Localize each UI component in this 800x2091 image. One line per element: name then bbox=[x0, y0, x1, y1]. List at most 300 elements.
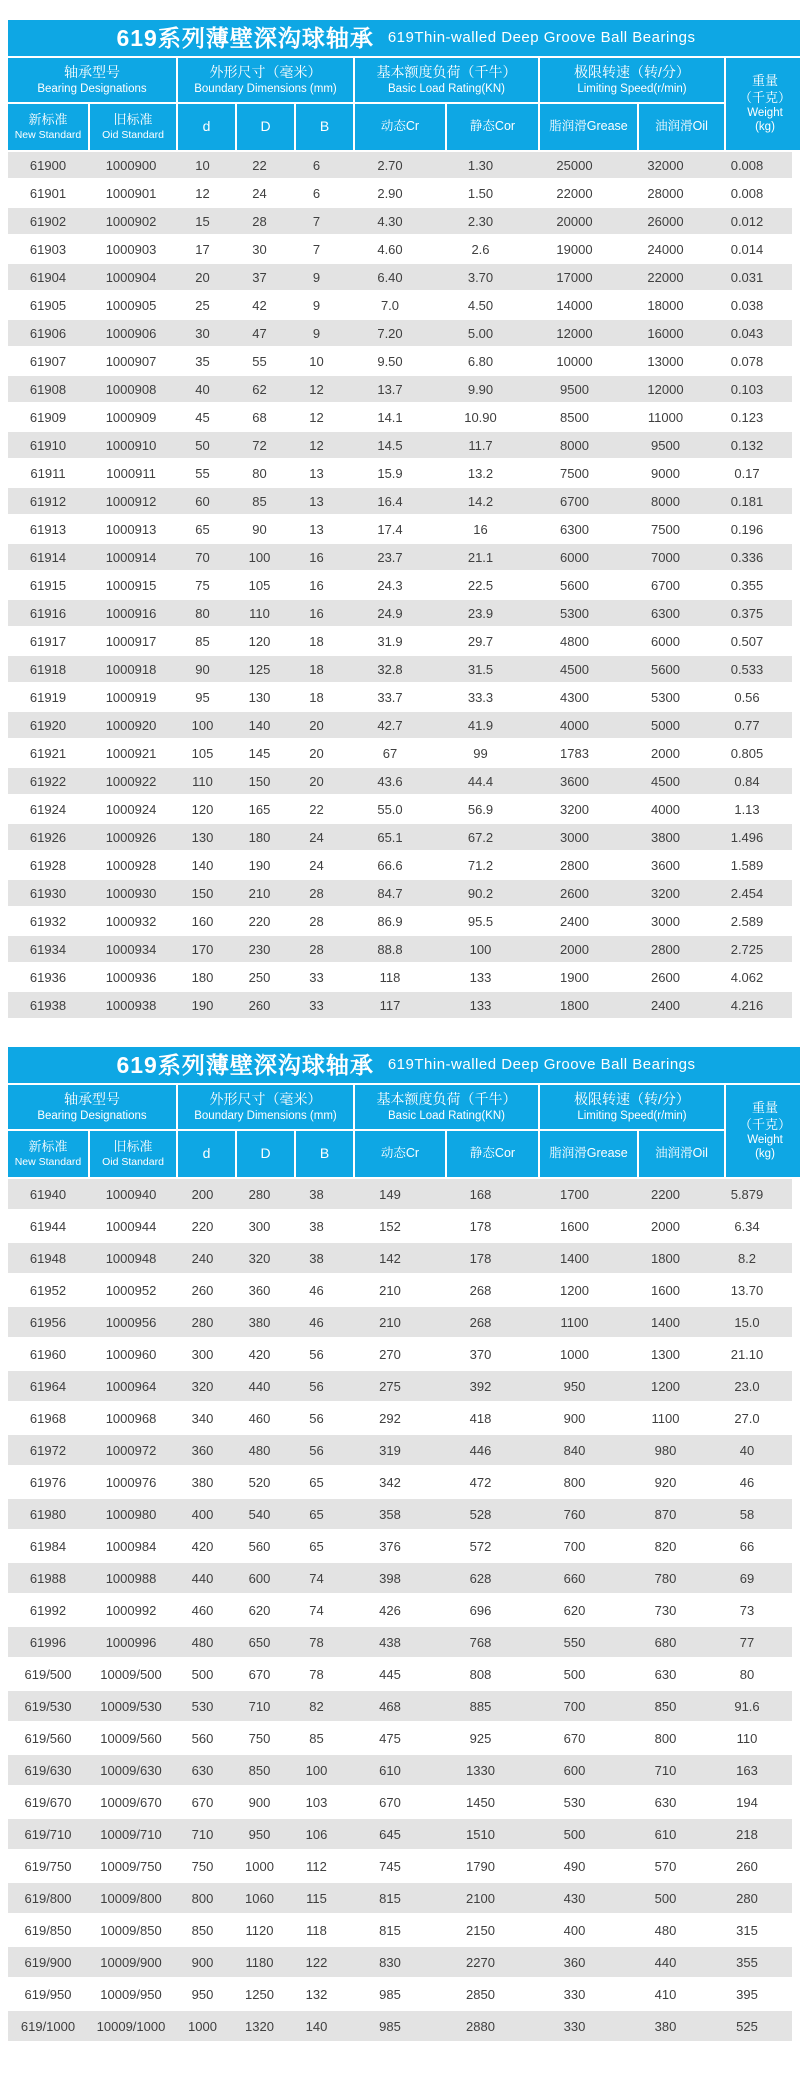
bearing-table bbox=[8, 20, 792, 1020]
cell-grease-speed: 2800 bbox=[560, 857, 589, 873]
cell-B: 78 bbox=[309, 1634, 324, 1650]
cell-D: 130 bbox=[248, 689, 271, 705]
cell-dynamic-cr: 815 bbox=[379, 1922, 401, 1938]
cell-d: 240 bbox=[191, 1250, 214, 1266]
cell-dynamic-cr: 376 bbox=[379, 1538, 401, 1554]
cell-D: 520 bbox=[248, 1474, 271, 1490]
cell-D: 600 bbox=[248, 1570, 271, 1586]
cell-D: 650 bbox=[248, 1634, 271, 1650]
cell-grease-speed: 5300 bbox=[560, 605, 589, 621]
cell-grease-speed: 8000 bbox=[560, 437, 589, 453]
cell-oil-speed: 2400 bbox=[651, 997, 680, 1013]
cell-B: 18 bbox=[309, 661, 324, 677]
cell-d: 95 bbox=[195, 689, 210, 705]
cell-B: 65 bbox=[309, 1474, 324, 1490]
cell-old-standard: 1000924 bbox=[105, 801, 157, 817]
cell-oil-speed: 440 bbox=[654, 1954, 677, 1970]
cell-d: 55 bbox=[195, 465, 210, 481]
cell-d: 20 bbox=[195, 269, 210, 285]
cell-new-standard: 619/630 bbox=[24, 1762, 72, 1778]
cell-D: 1120 bbox=[245, 1922, 274, 1938]
cell-d: 130 bbox=[191, 829, 214, 845]
cell-dynamic-cr: 24.9 bbox=[377, 605, 403, 621]
cell-dynamic-cr: 342 bbox=[379, 1474, 401, 1490]
cell-static-cor: 33.3 bbox=[467, 689, 494, 705]
cell-static-cor: 572 bbox=[469, 1538, 492, 1554]
table-row bbox=[8, 1531, 792, 1563]
cell-old-standard: 1000938 bbox=[105, 997, 157, 1013]
cell-grease-speed: 9500 bbox=[560, 381, 589, 397]
cell-d: 630 bbox=[191, 1762, 214, 1778]
cell-old-standard: 1000913 bbox=[105, 521, 157, 537]
cell-old-standard: 1000900 bbox=[105, 157, 157, 173]
cell-D: 28 bbox=[252, 213, 267, 229]
cell-d: 120 bbox=[191, 801, 214, 817]
table-row bbox=[8, 740, 792, 768]
cell-weight: 280 bbox=[736, 1890, 758, 1906]
cell-static-cor: 95.5 bbox=[467, 913, 494, 929]
cell-grease-speed: 500 bbox=[563, 1826, 586, 1842]
cell-static-cor: 11.7 bbox=[468, 437, 493, 453]
cell-dynamic-cr: 645 bbox=[379, 1826, 401, 1842]
cell-new-standard: 61926 bbox=[29, 829, 67, 845]
old-standard-cn: 旧标准 bbox=[113, 112, 153, 128]
cell-static-cor: 100 bbox=[469, 941, 492, 957]
cell-oil-speed: 5600 bbox=[651, 661, 680, 677]
cell-D: 55 bbox=[252, 353, 267, 369]
cell-D: 850 bbox=[248, 1762, 271, 1778]
cell-grease-speed: 550 bbox=[563, 1634, 586, 1650]
cell-new-standard: 61902 bbox=[29, 213, 67, 229]
cell-weight: 27.0 bbox=[734, 1410, 760, 1426]
cell-dynamic-cr: 6.40 bbox=[377, 269, 403, 285]
cell-new-standard: 61917 bbox=[29, 633, 67, 649]
cell-D: 380 bbox=[248, 1314, 271, 1330]
col-B-label: B bbox=[319, 1145, 330, 1162]
cell-new-standard: 61916 bbox=[29, 605, 67, 621]
group-speed-cn: 极限转速（转/分） bbox=[574, 64, 690, 81]
column-header-oil-speed bbox=[639, 104, 724, 150]
cell-B: 115 bbox=[306, 1890, 327, 1906]
cell-B: 13 bbox=[309, 521, 324, 537]
cell-old-standard: 1000907 bbox=[105, 353, 157, 369]
column-header-old-standard bbox=[90, 104, 176, 150]
cell-oil-speed: 2600 bbox=[651, 969, 680, 985]
cell-grease-speed: 2600 bbox=[560, 885, 589, 901]
cell-dynamic-cr: 43.6 bbox=[377, 773, 403, 789]
cell-oil-speed: 800 bbox=[654, 1730, 677, 1746]
cell-new-standard: 61932 bbox=[29, 913, 67, 929]
column-group-designation bbox=[8, 1085, 176, 1129]
column-header-static-cor bbox=[447, 1131, 538, 1177]
cell-new-standard: 61936 bbox=[29, 969, 67, 985]
table-row bbox=[8, 908, 792, 936]
table-row bbox=[8, 992, 792, 1020]
cell-B: 65 bbox=[309, 1538, 324, 1554]
cell-dynamic-cr: 152 bbox=[379, 1218, 401, 1234]
cell-d: 140 bbox=[191, 857, 214, 873]
cell-B: 106 bbox=[305, 1826, 328, 1842]
cell-D: 80 bbox=[252, 465, 267, 481]
cell-static-cor: 168 bbox=[469, 1186, 492, 1202]
cell-oil-speed: 3600 bbox=[651, 857, 680, 873]
table-row bbox=[8, 1851, 792, 1883]
cell-old-standard: 10009/750 bbox=[100, 1858, 162, 1874]
cell-oil-speed: 32000 bbox=[647, 157, 684, 173]
cell-new-standard: 619/750 bbox=[24, 1858, 72, 1874]
table-title-chinese: 619系列薄壁深沟球轴承 bbox=[116, 1051, 374, 1078]
cell-static-cor: 90.2 bbox=[467, 885, 494, 901]
cell-grease-speed: 2000 bbox=[560, 941, 589, 957]
cell-B: 132 bbox=[305, 1986, 328, 2002]
cell-new-standard: 61907 bbox=[29, 353, 67, 369]
cell-static-cor: 2100 bbox=[466, 1890, 495, 1906]
cell-d: 260 bbox=[191, 1282, 214, 1298]
cell-old-standard: 10009/500 bbox=[100, 1666, 162, 1682]
cell-D: 480 bbox=[248, 1442, 271, 1458]
cell-old-standard: 1000906 bbox=[105, 325, 157, 341]
cell-grease-speed: 4500 bbox=[560, 661, 589, 677]
cell-static-cor: 178 bbox=[469, 1250, 492, 1266]
cell-dynamic-cr: 84.7 bbox=[377, 885, 403, 901]
col-cor-label: 静态Cor bbox=[469, 119, 516, 134]
cell-dynamic-cr: 210 bbox=[379, 1314, 401, 1330]
cell-B: 20 bbox=[309, 717, 324, 733]
cell-new-standard: 61952 bbox=[29, 1282, 67, 1298]
cell-d: 300 bbox=[191, 1346, 214, 1362]
cell-new-standard: 61940 bbox=[29, 1186, 67, 1202]
cell-weight: 0.038 bbox=[730, 297, 764, 313]
cell-d: 80 bbox=[195, 605, 210, 621]
table-row bbox=[8, 1755, 792, 1787]
cell-B: 56 bbox=[309, 1442, 324, 1458]
cell-old-standard: 10009/630 bbox=[100, 1762, 162, 1778]
cell-weight: 0.56 bbox=[734, 689, 760, 705]
column-group-load-rating bbox=[355, 58, 538, 102]
cell-dynamic-cr: 32.8 bbox=[377, 661, 403, 677]
cell-B: 13 bbox=[309, 493, 324, 509]
cell-new-standard: 61992 bbox=[29, 1602, 67, 1618]
cell-static-cor: 2.30 bbox=[467, 213, 494, 229]
column-group-dimensions bbox=[178, 58, 353, 102]
cell-old-standard: 10009/670 bbox=[100, 1794, 162, 1810]
cell-static-cor: 446 bbox=[469, 1442, 492, 1458]
cell-new-standard: 619/850 bbox=[24, 1922, 72, 1938]
cell-d: 40 bbox=[195, 381, 210, 397]
cell-d: 400 bbox=[191, 1506, 214, 1522]
cell-weight: 6.34 bbox=[734, 1218, 760, 1234]
cell-oil-speed: 730 bbox=[654, 1602, 677, 1618]
cell-weight: 5.879 bbox=[730, 1186, 764, 1202]
cell-grease-speed: 600 bbox=[563, 1762, 586, 1778]
cell-grease-speed: 700 bbox=[563, 1538, 586, 1554]
cell-new-standard: 619/560 bbox=[24, 1730, 72, 1746]
cell-d: 110 bbox=[192, 773, 213, 789]
cell-static-cor: 268 bbox=[469, 1282, 492, 1298]
cell-D: 105 bbox=[248, 577, 271, 593]
cell-dynamic-cr: 149 bbox=[379, 1186, 401, 1202]
cell-oil-speed: 980 bbox=[654, 1442, 677, 1458]
cell-weight: 0.375 bbox=[730, 605, 764, 621]
cell-D: 90 bbox=[252, 521, 267, 537]
cell-oil-speed: 7500 bbox=[651, 521, 680, 537]
cell-D: 1000 bbox=[245, 1858, 274, 1874]
cell-d: 90 bbox=[195, 661, 210, 677]
cell-B: 28 bbox=[309, 913, 324, 929]
cell-grease-speed: 8500 bbox=[560, 409, 589, 425]
column-group-limiting-speed bbox=[540, 1085, 724, 1129]
cell-new-standard: 61988 bbox=[29, 1570, 67, 1586]
cell-grease-speed: 10000 bbox=[556, 353, 593, 369]
cell-d: 160 bbox=[191, 913, 214, 929]
column-header-dynamic-cr bbox=[355, 104, 445, 150]
cell-D: 1320 bbox=[245, 2018, 274, 2034]
cell-new-standard: 61934 bbox=[29, 941, 67, 957]
cell-weight: 110 bbox=[736, 1730, 758, 1746]
cell-d: 50 bbox=[195, 437, 210, 453]
group-speed-en: Limiting Speed(r/min) bbox=[577, 82, 687, 95]
cell-old-standard: 1000928 bbox=[105, 857, 157, 873]
cell-B: 12 bbox=[309, 381, 324, 397]
cell-B: 18 bbox=[309, 633, 324, 649]
cell-grease-speed: 19000 bbox=[556, 241, 593, 257]
cell-dynamic-cr: 438 bbox=[379, 1634, 401, 1650]
group-dimensions-en: Boundary Dimensions (mm) bbox=[194, 82, 337, 95]
cell-B: 9 bbox=[312, 297, 321, 313]
cell-D: 250 bbox=[248, 969, 271, 985]
table-title-chinese: 619系列薄壁深沟球轴承 bbox=[116, 24, 374, 51]
cell-D: 460 bbox=[248, 1410, 271, 1426]
cell-static-cor: 268 bbox=[469, 1314, 492, 1330]
cell-static-cor: 1.50 bbox=[467, 185, 494, 201]
cell-weight: 2.454 bbox=[730, 885, 764, 901]
cell-new-standard: 61976 bbox=[29, 1474, 67, 1490]
cell-D: 280 bbox=[248, 1186, 271, 1202]
cell-new-standard: 61919 bbox=[29, 689, 67, 705]
cell-new-standard: 61908 bbox=[29, 381, 67, 397]
column-header-oil-speed bbox=[639, 1131, 724, 1177]
cell-oil-speed: 480 bbox=[654, 1922, 677, 1938]
cell-static-cor: 696 bbox=[469, 1602, 492, 1618]
group-designation-cn: 轴承型号 bbox=[64, 1091, 120, 1108]
table-row bbox=[8, 1787, 792, 1819]
col-D-label: D bbox=[260, 118, 271, 135]
cell-oil-speed: 1800 bbox=[651, 1250, 680, 1266]
cell-D: 750 bbox=[248, 1730, 271, 1746]
cell-static-cor: 2150 bbox=[466, 1922, 495, 1938]
cell-static-cor: 472 bbox=[469, 1474, 492, 1490]
cell-new-standard: 61904 bbox=[29, 269, 67, 285]
cell-B: 6 bbox=[312, 157, 321, 173]
cell-static-cor: 178 bbox=[469, 1218, 492, 1234]
cell-dynamic-cr: 7.0 bbox=[380, 297, 400, 313]
cell-new-standard: 61972 bbox=[29, 1442, 67, 1458]
cell-new-standard: 61900 bbox=[29, 157, 67, 173]
cell-static-cor: 768 bbox=[469, 1634, 492, 1650]
col-B-label: B bbox=[319, 118, 330, 135]
cell-D: 360 bbox=[248, 1282, 271, 1298]
cell-oil-speed: 3800 bbox=[651, 829, 680, 845]
cell-D: 230 bbox=[248, 941, 271, 957]
cell-new-standard: 61921 bbox=[29, 745, 67, 761]
group-load-en: Basic Load Rating(KN) bbox=[388, 1109, 505, 1122]
cell-B: 140 bbox=[305, 2018, 328, 2034]
cell-old-standard: 1000960 bbox=[105, 1346, 157, 1362]
cell-new-standard: 61920 bbox=[29, 717, 67, 733]
cell-D: 320 bbox=[248, 1250, 271, 1266]
cell-old-standard: 1000956 bbox=[105, 1314, 157, 1330]
table-row bbox=[8, 684, 792, 712]
cell-oil-speed: 2000 bbox=[651, 1218, 680, 1234]
cell-D: 85 bbox=[252, 493, 267, 509]
cell-weight: 0.507 bbox=[730, 633, 764, 649]
cell-dynamic-cr: 468 bbox=[379, 1698, 401, 1714]
cell-dynamic-cr: 117 bbox=[379, 997, 401, 1013]
cell-weight: 0.336 bbox=[730, 549, 764, 565]
cell-grease-speed: 7500 bbox=[560, 465, 589, 481]
cell-D: 1250 bbox=[245, 1986, 274, 2002]
group-dimensions-cn: 外形尺寸（毫米） bbox=[209, 64, 322, 81]
cell-d: 100 bbox=[191, 717, 214, 733]
cell-B: 38 bbox=[309, 1250, 324, 1266]
cell-grease-speed: 660 bbox=[563, 1570, 586, 1586]
weight-cn-unit: （千克） bbox=[738, 1116, 791, 1132]
cell-old-standard: 1000996 bbox=[105, 1634, 157, 1650]
cell-weight: 0.77 bbox=[734, 717, 760, 733]
table-row bbox=[8, 1243, 792, 1275]
cell-B: 20 bbox=[309, 745, 324, 761]
column-header-weight bbox=[726, 58, 800, 150]
cell-grease-speed: 1783 bbox=[560, 745, 589, 761]
cell-weight: 0.196 bbox=[730, 521, 764, 537]
cell-grease-speed: 4000 bbox=[560, 717, 589, 733]
cell-old-standard: 1000912 bbox=[105, 493, 157, 509]
cell-grease-speed: 12000 bbox=[556, 325, 593, 341]
cell-D: 670 bbox=[248, 1666, 271, 1682]
cell-new-standard: 61964 bbox=[29, 1378, 67, 1394]
column-header-D bbox=[237, 104, 294, 150]
cell-dynamic-cr: 830 bbox=[379, 1954, 401, 1970]
cell-new-standard: 61918 bbox=[29, 661, 67, 677]
cell-old-standard: 1000917 bbox=[105, 633, 157, 649]
column-header-B bbox=[296, 1131, 353, 1177]
cell-old-standard: 1000936 bbox=[105, 969, 157, 985]
weight-en: Weight bbox=[747, 1133, 783, 1146]
column-header-D bbox=[237, 1131, 294, 1177]
cell-B: 22 bbox=[309, 801, 324, 817]
group-speed-cn: 极限转速（转/分） bbox=[574, 1091, 690, 1108]
table-row bbox=[8, 1691, 792, 1723]
table-row bbox=[8, 1595, 792, 1627]
cell-static-cor: 41.9 bbox=[467, 717, 494, 733]
cell-oil-speed: 6700 bbox=[651, 577, 680, 593]
cell-grease-speed: 670 bbox=[563, 1730, 586, 1746]
table-row bbox=[8, 432, 792, 460]
cell-new-standard: 61930 bbox=[29, 885, 67, 901]
cell-oil-speed: 9500 bbox=[651, 437, 680, 453]
cell-old-standard: 1000914 bbox=[105, 549, 157, 565]
cell-D: 1180 bbox=[245, 1954, 274, 1970]
column-group-load-rating bbox=[355, 1085, 538, 1129]
cell-D: 300 bbox=[248, 1218, 271, 1234]
table-row bbox=[8, 2011, 792, 2043]
cell-oil-speed: 820 bbox=[654, 1538, 677, 1554]
cell-static-cor: 808 bbox=[469, 1666, 492, 1682]
cell-grease-speed: 760 bbox=[563, 1506, 586, 1522]
cell-old-standard: 1000920 bbox=[105, 717, 157, 733]
cell-dynamic-cr: 33.7 bbox=[377, 689, 403, 705]
cell-D: 120 bbox=[248, 633, 271, 649]
cell-B: 28 bbox=[309, 885, 324, 901]
table-row bbox=[8, 208, 792, 236]
table-row bbox=[8, 1915, 792, 1947]
cell-D: 540 bbox=[248, 1506, 271, 1522]
cell-weight: 21.10 bbox=[730, 1346, 764, 1362]
cell-B: 33 bbox=[309, 969, 324, 985]
cell-oil-speed: 500 bbox=[654, 1890, 677, 1906]
cell-dynamic-cr: 745 bbox=[379, 1858, 401, 1874]
cell-static-cor: 1450 bbox=[466, 1794, 495, 1810]
cell-oil-speed: 1600 bbox=[651, 1282, 680, 1298]
cell-weight: 15.0 bbox=[734, 1314, 760, 1330]
column-header-dynamic-cr bbox=[355, 1131, 445, 1177]
cell-dynamic-cr: 142 bbox=[379, 1250, 401, 1266]
table-row bbox=[8, 628, 792, 656]
cell-old-standard: 10009/950 bbox=[100, 1986, 162, 2002]
cell-D: 900 bbox=[248, 1794, 271, 1810]
table-row bbox=[8, 544, 792, 572]
cell-old-standard: 1000911 bbox=[106, 465, 156, 481]
cell-weight: 260 bbox=[736, 1858, 758, 1874]
cell-new-standard: 61928 bbox=[29, 857, 67, 873]
cell-B: 46 bbox=[309, 1282, 324, 1298]
cell-B: 103 bbox=[305, 1794, 328, 1810]
cell-d: 950 bbox=[191, 1986, 214, 2002]
cell-dynamic-cr: 2.70 bbox=[377, 157, 403, 173]
weight-en-unit: (kg) bbox=[755, 121, 775, 134]
cell-B: 82 bbox=[309, 1698, 324, 1714]
table-header bbox=[8, 1047, 792, 1177]
cell-weight: 0.533 bbox=[730, 661, 764, 677]
cell-old-standard: 1000905 bbox=[105, 297, 157, 313]
cell-oil-speed: 7000 bbox=[651, 549, 680, 565]
cell-static-cor: 4.50 bbox=[467, 297, 494, 313]
cell-d: 320 bbox=[191, 1378, 214, 1394]
cell-dynamic-cr: 398 bbox=[379, 1570, 401, 1586]
cell-old-standard: 10009/530 bbox=[100, 1698, 162, 1714]
cell-oil-speed: 18000 bbox=[647, 297, 684, 313]
cell-B: 16 bbox=[309, 549, 324, 565]
cell-old-standard: 1000902 bbox=[105, 213, 157, 229]
new-standard-en: New Standard bbox=[14, 1155, 82, 1168]
cell-grease-speed: 800 bbox=[563, 1474, 586, 1490]
cell-static-cor: 6.80 bbox=[467, 353, 494, 369]
cell-d: 500 bbox=[191, 1666, 214, 1682]
cell-d: 70 bbox=[195, 549, 210, 565]
cell-B: 100 bbox=[305, 1762, 328, 1778]
cell-d: 900 bbox=[191, 1954, 214, 1970]
table-title-bar bbox=[8, 1047, 800, 1083]
cell-weight: 194 bbox=[736, 1794, 758, 1810]
table-row bbox=[8, 460, 792, 488]
cell-B: 10 bbox=[309, 353, 324, 369]
cell-D: 150 bbox=[248, 773, 271, 789]
table-body bbox=[8, 152, 792, 1020]
cell-D: 100 bbox=[248, 549, 271, 565]
table-row bbox=[8, 1723, 792, 1755]
cell-oil-speed: 5300 bbox=[651, 689, 680, 705]
table-row bbox=[8, 768, 792, 796]
